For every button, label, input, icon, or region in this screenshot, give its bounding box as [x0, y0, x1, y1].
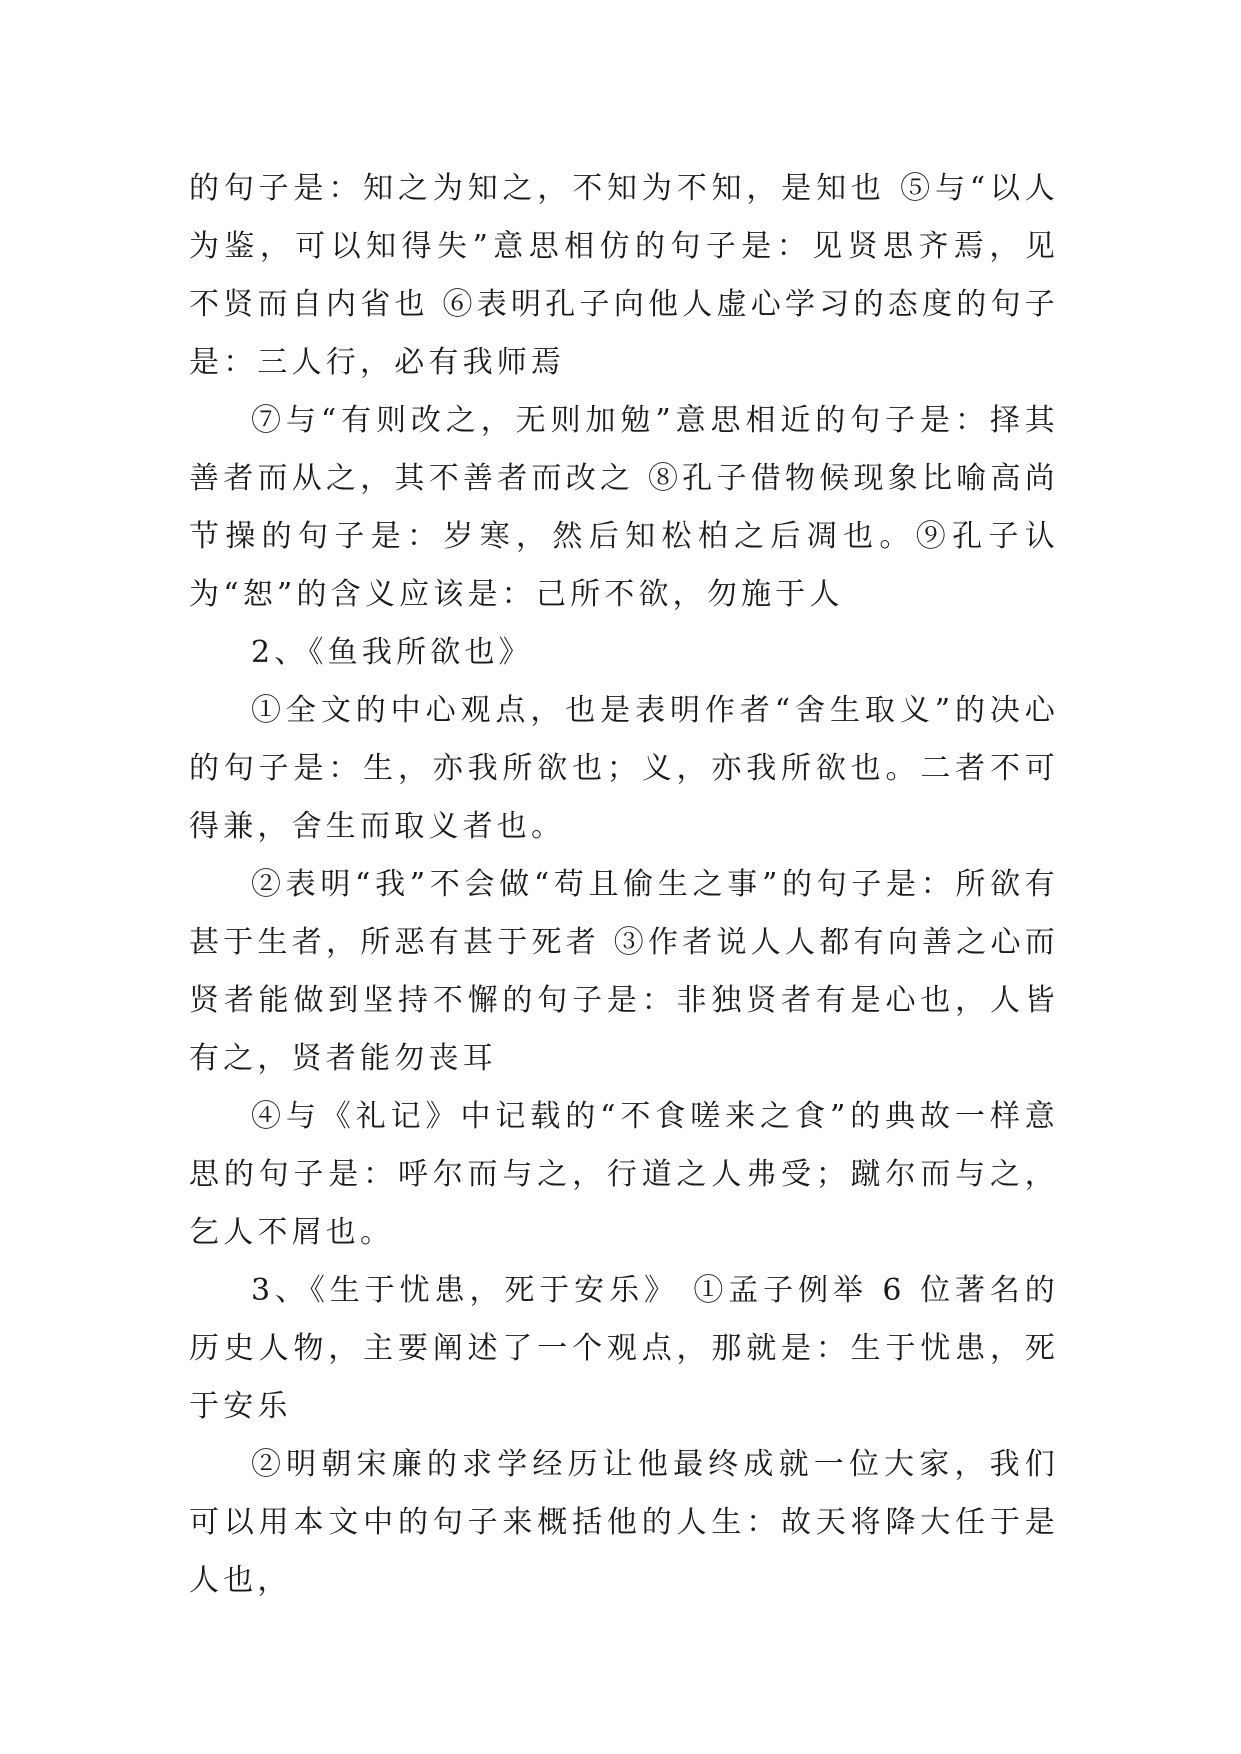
paragraph: ④与《礼记》中记载的“不食嗟来之食”的典故一样意思的句子是：呼尔而与之，行道之人弗受；蹴尔而与之，乞人不屑也。	[189, 1099, 1059, 1250]
paragraph: ⑦与“有则改之，无则加勉”意思相近的句子是：择其善者而从之，其不善者而改之 ⑧孔子借物候现象比喻高尚节操的句子是：岁寒，然后知松柏之后凋也。⑨孔子认为“恕”的含义应该是：己所不欲，勿施于人	[189, 403, 1059, 612]
paragraph: ①全文的中心观点，也是表明作者“舍生取义”的决心的句子是：生，亦我所欲也；义，亦我所欲也。二者不可得兼，舍生而取义者也。	[189, 693, 1059, 844]
paragraph: ②表明“我”不会做“苟且偷生之事”的句子是：所欲有甚于生者，所恶有甚于死者 ③作者说人人都有向善之心而贤者能做到坚持不懈的句子是：非独贤者有是心也，人皆有之，贤者能勿丧耳	[189, 867, 1059, 1076]
paragraph: ②明朝宋廉的求学经历让他最终成就一位大家，我们可以用本文中的句子来概括他的人生：故天将降大任于是人也，	[189, 1447, 1059, 1598]
paragraph: 的句子是：知之为知之，不知为不知，是知也 ⑤与“以人为鉴，可以知得失”意思相仿的句子是：见贤思齐焉，见不贤而自内省也 ⑥表明孔子向他人虚心学习的态度的句子是：三人行，必有我师焉	[189, 171, 1059, 380]
section-heading: 2、《鱼我所欲也》	[251, 635, 533, 670]
paragraph: 3、《生于忧患，死于安乐》 ①孟子例举 6 位著名的历史人物，主要阐述了一个观点，那就是：生于忧患，死于安乐	[189, 1273, 1059, 1424]
document-body	[189, 160, 1059, 1610]
